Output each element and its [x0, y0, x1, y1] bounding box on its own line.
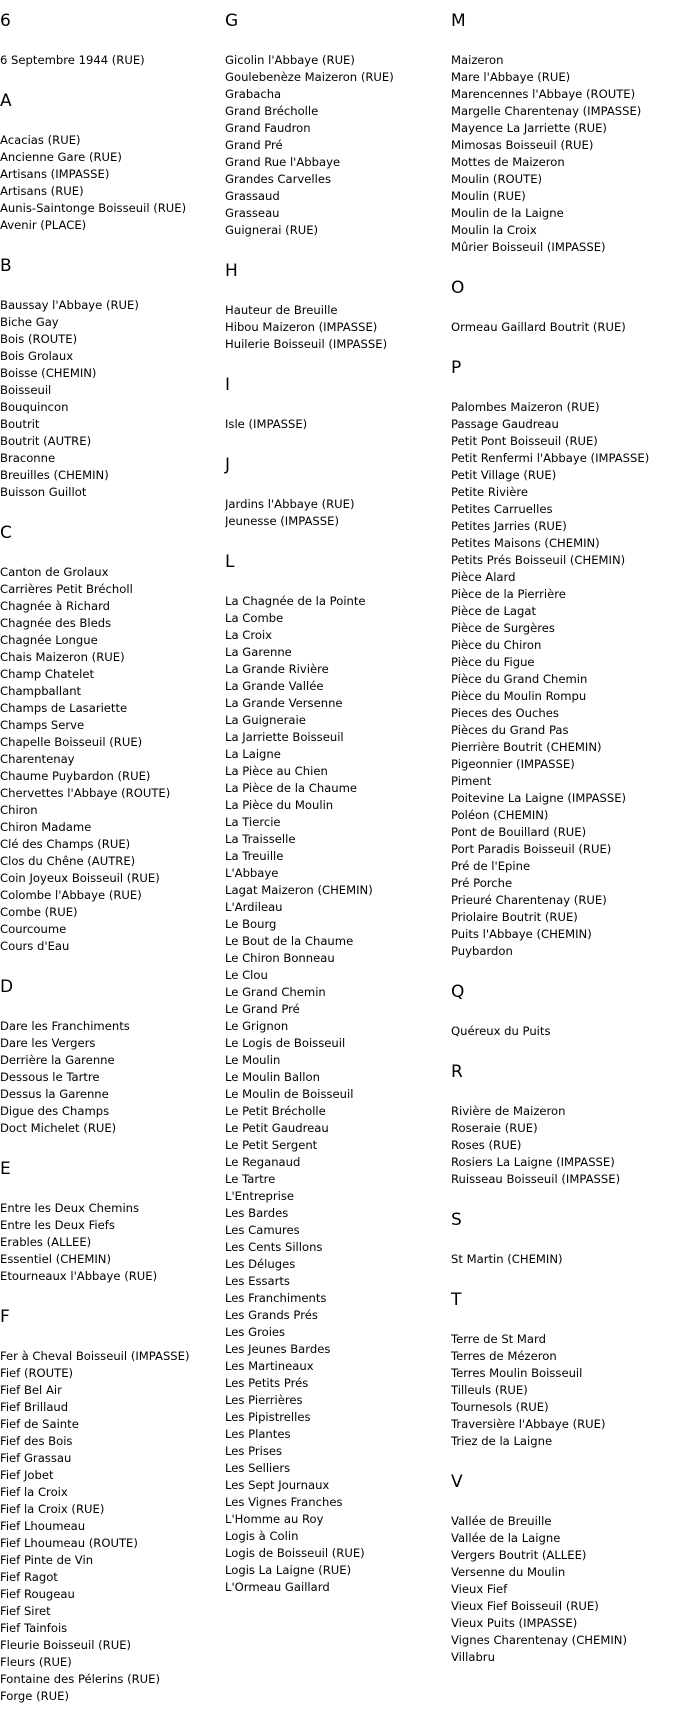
section-letter-heading: Q — [451, 982, 465, 1002]
street-list — [0, 297, 222, 501]
street-entry: Pigeonnier (IMPASSE) — [451, 757, 575, 771]
street-list — [451, 1513, 675, 1666]
street-entry: L'Homme au Roy — [225, 1512, 324, 1526]
street-entry: Fief Brillaud — [0, 1400, 69, 1414]
street-entry: Ancienne Gare (RUE) — [0, 150, 122, 164]
street-entry: Jeunesse (IMPASSE) — [225, 514, 339, 528]
street-list — [451, 1023, 675, 1040]
street-entry: L'Abbaye — [225, 866, 279, 880]
street-entry: Port Paradis Boisseuil (RUE) — [451, 842, 612, 856]
street-entry: Grand Pré — [225, 138, 283, 152]
street-entry: Bois Grolaux — [0, 349, 74, 363]
street-entry: Tournesols (RUE) — [451, 1400, 549, 1414]
street-entry: Le Grand Chemin — [225, 985, 326, 999]
street-entry: Buisson Guillot — [0, 485, 87, 499]
street-entry: Petites Carruelles — [451, 502, 553, 516]
street-entry: La Traisselle — [225, 832, 296, 846]
street-entry: Artisans (IMPASSE) — [0, 167, 110, 181]
street-entry: Hauteur de Breuille — [225, 303, 338, 317]
street-entry: Pièce du Chiron — [451, 638, 542, 652]
index-section — [451, 1471, 675, 1666]
street-entry: Breuilles (CHEMIN) — [0, 468, 109, 482]
street-entry: Boutrit — [0, 417, 40, 431]
street-entry: Chaume Puybardon (RUE) — [0, 769, 151, 783]
street-entry: Colombe l'Abbaye (RUE) — [0, 888, 142, 902]
street-entry: Pont de Bouillard (RUE) — [451, 825, 587, 839]
street-list — [0, 132, 222, 234]
street-entry: Puits l'Abbaye (CHEMIN) — [451, 927, 592, 941]
street-entry: Ruisseau Boisseuil (IMPASSE) — [451, 1172, 621, 1186]
street-entry: Palombes Maizeron (RUE) — [451, 400, 600, 414]
street-entry: Champs Serve — [0, 718, 85, 732]
section-letter-heading: F — [0, 1307, 10, 1327]
street-entry: Le Grignon — [225, 1019, 289, 1033]
street-entry: Priolaire Boutrit (RUE) — [451, 910, 578, 924]
street-entry: Prieuré Charentenay (RUE) — [451, 893, 607, 907]
section-letter-heading: P — [451, 358, 462, 378]
index-section — [451, 1061, 675, 1188]
street-entry: Essentiel (CHEMIN) — [0, 1252, 111, 1266]
street-entry: Vignes Charentenay (CHEMIN) — [451, 1633, 627, 1647]
street-entry: Bois (ROUTE) — [0, 332, 78, 346]
street-entry: Rosiers La Laigne (IMPASSE) — [451, 1155, 615, 1169]
street-entry: Clé des Champs (RUE) — [0, 837, 131, 851]
street-entry: Chagnée à Richard — [0, 599, 111, 613]
street-entry: La Pièce au Chien — [225, 764, 328, 778]
street-entry: Le Tartre — [225, 1172, 276, 1186]
index-section — [225, 454, 450, 530]
section-letter-heading: C — [0, 523, 12, 543]
street-entry: Erables (ALLEE) — [0, 1235, 92, 1249]
street-entry: La Guigneraie — [225, 713, 306, 727]
street-entry: Le Chiron Bonneau — [225, 951, 335, 965]
street-entry: Champs de Lasariette — [0, 701, 128, 715]
street-entry: Grand Rue l'Abbaye — [225, 155, 341, 169]
street-entry: Dessous le Tartre — [0, 1070, 100, 1084]
street-entry: Charentenay — [0, 752, 75, 766]
street-entry: Logis La Laigne (RUE) — [225, 1563, 352, 1577]
street-entry: Fief Lhoumeau — [0, 1519, 86, 1533]
section-letter-heading: R — [451, 1062, 463, 1082]
street-entry: Braconne — [0, 451, 56, 465]
street-entry: Fief Siret — [0, 1604, 51, 1618]
street-entry: Terre de St Mard — [451, 1332, 546, 1346]
street-entry: La Grande Rivière — [225, 662, 329, 676]
street-entry: Entre les Deux Chemins — [0, 1201, 140, 1215]
street-entry: Fer à Cheval Boisseuil (IMPASSE) — [0, 1349, 190, 1363]
street-entry: Pièce du Moulin Rompu — [451, 689, 587, 703]
street-entry: Petits Prés Boisseuil (CHEMIN) — [451, 553, 626, 567]
street-entry: Biche Gay — [0, 315, 59, 329]
street-entry: La Pièce du Moulin — [225, 798, 334, 812]
street-entry: Acacias (RUE) — [0, 133, 81, 147]
street-entry: Les Pierrières — [225, 1393, 303, 1407]
street-entry: Poléon (CHEMIN) — [451, 808, 549, 822]
street-entry: Petit Renfermi l'Abbaye (IMPASSE) — [451, 451, 650, 465]
street-entry: La Laigne — [225, 747, 281, 761]
street-entry: Doct Michelet (RUE) — [0, 1121, 117, 1135]
street-list — [0, 1348, 222, 1705]
street-entry: Pièce de la Pierrière — [451, 587, 566, 601]
street-entry: Pré Porche — [451, 876, 513, 890]
street-entry: Champ Chatelet — [0, 667, 95, 681]
index-section — [0, 255, 222, 501]
street-entry: Ormeau Gaillard Boutrit (RUE) — [451, 320, 626, 334]
index-column-2 — [225, 10, 450, 1617]
street-entry: Petite Rivière — [451, 485, 528, 499]
street-entry: Fleurie Boisseuil (RUE) — [0, 1638, 132, 1652]
street-entry: Poitevine La Laigne (IMPASSE) — [451, 791, 627, 805]
street-entry: Passage Gaudreau — [451, 417, 559, 431]
street-entry: Les Selliers — [225, 1461, 291, 1475]
street-entry: Grassaud — [225, 189, 280, 203]
street-entry: La Treuille — [225, 849, 284, 863]
street-entry: Pieces des Ouches — [451, 706, 559, 720]
street-entry: Les Sept Journaux — [225, 1478, 330, 1492]
street-entry: Avenir (PLACE) — [0, 218, 87, 232]
street-entry: Dessus la Garenne — [0, 1087, 109, 1101]
street-entry: Roseraie (RUE) — [451, 1121, 538, 1135]
street-entry: Fief Bel Air — [0, 1383, 62, 1397]
street-entry: Traversière l'Abbaye (RUE) — [451, 1417, 606, 1431]
street-entry: Les Grands Prés — [225, 1308, 318, 1322]
section-letter-heading: S — [451, 1210, 462, 1230]
street-entry: Les Groies — [225, 1325, 286, 1339]
street-list — [0, 1018, 222, 1137]
street-entry: Mayence La Jarriette (RUE) — [451, 121, 607, 135]
section-letter-heading: T — [451, 1290, 462, 1310]
index-section — [225, 260, 450, 353]
street-entry: Moulin la Croix — [451, 223, 537, 237]
street-entry: Le Bourg — [225, 917, 277, 931]
street-entry: Les Déluges — [225, 1257, 296, 1271]
section-letter-heading: E — [0, 1159, 11, 1179]
section-letter-heading: G — [225, 11, 239, 31]
street-entry: Chapelle Boisseuil (RUE) — [0, 735, 143, 749]
street-entry: Logis de Boisseuil (RUE) — [225, 1546, 365, 1560]
street-entry: Terres Moulin Boisseuil — [451, 1366, 583, 1380]
street-entry: Le Bout de la Chaume — [225, 934, 354, 948]
index-section — [451, 1289, 675, 1450]
index-section — [0, 10, 222, 69]
street-entry: Grand Brécholle — [225, 104, 319, 118]
street-entry: Fief Tainfois — [0, 1621, 68, 1635]
street-entry: Fief Grassau — [0, 1451, 72, 1465]
street-entry: Petites Jarries (RUE) — [451, 519, 567, 533]
street-entry: Villabru — [451, 1650, 495, 1664]
street-entry: Chagnée Longue — [0, 633, 98, 647]
index-column-1 — [0, 10, 222, 1726]
street-entry: Terres de Mézeron — [451, 1349, 557, 1363]
street-entry: Les Petits Prés — [225, 1376, 309, 1390]
street-entry: Margelle Charentenay (IMPASSE) — [451, 104, 642, 118]
street-entry: Courcoume — [0, 922, 67, 936]
street-entry: Fief Ragot — [0, 1570, 58, 1584]
street-entry: Fief Jobet — [0, 1468, 54, 1482]
street-entry: Chervettes l'Abbaye (ROUTE) — [0, 786, 171, 800]
street-list — [451, 319, 675, 336]
street-entry: Logis à Colin — [225, 1529, 299, 1543]
street-entry: Mottes de Maizeron — [451, 155, 565, 169]
street-entry: Goulebenèze Maizeron (RUE) — [225, 70, 394, 84]
street-entry: Boisseuil — [0, 383, 52, 397]
street-entry: Piment — [451, 774, 492, 788]
section-letter-heading: J — [225, 455, 231, 475]
street-entry: Isle (IMPASSE) — [225, 417, 308, 431]
street-entry: Guignerai (RUE) — [225, 223, 319, 237]
street-entry: La Grande Vallée — [225, 679, 324, 693]
street-entry: Le Reganaud — [225, 1155, 301, 1169]
street-entry: Tilleuls (RUE) — [451, 1383, 528, 1397]
street-entry: Le Logis de Boisseuil — [225, 1036, 346, 1050]
street-entry: Pré de l'Epine — [451, 859, 531, 873]
street-entry: La Tiercie — [225, 815, 281, 829]
street-entry: Le Moulin Ballon — [225, 1070, 320, 1084]
street-entry: Les Bardes — [225, 1206, 289, 1220]
street-entry: Pièces du Grand Pas — [451, 723, 569, 737]
street-entry: Le Petit Sergent — [225, 1138, 318, 1152]
street-entry: Puybardon — [451, 944, 513, 958]
street-entry: La Pièce de la Chaume — [225, 781, 358, 795]
street-entry: Fief des Bois — [0, 1434, 73, 1448]
street-entry: Vieux Puits (IMPASSE) — [451, 1616, 578, 1630]
street-entry: La Garenne — [225, 645, 292, 659]
index-section — [451, 1209, 675, 1268]
street-entry: Champballant — [0, 684, 82, 698]
street-entry: Fief (ROUTE) — [0, 1366, 74, 1380]
street-entry: Marencennes l'Abbaye (ROUTE) — [451, 87, 636, 101]
street-entry: Clos du Chêne (AUTRE) — [0, 854, 136, 868]
street-entry: La Grande Versenne — [225, 696, 343, 710]
street-entry: Le Moulin de Boisseuil — [225, 1087, 354, 1101]
index-section — [0, 522, 222, 955]
street-entry: Grabacha — [225, 87, 282, 101]
street-entry: Chagnée des Bleds — [0, 616, 112, 630]
street-entry: L'Ormeau Gaillard — [225, 1580, 330, 1594]
street-entry: Dare les Vergers — [0, 1036, 96, 1050]
index-section — [225, 551, 450, 1596]
street-entry: Petit Pont Boisseuil (RUE) — [451, 434, 598, 448]
street-entry: Les Franchiments — [225, 1291, 327, 1305]
street-entry: La Chagnée de la Pointe — [225, 594, 366, 608]
street-entry: Les Vignes Franches — [225, 1495, 343, 1509]
index-section — [225, 10, 450, 239]
index-section — [451, 10, 675, 256]
street-entry: La Croix — [225, 628, 273, 642]
street-list — [451, 52, 675, 256]
street-entry: Les Jeunes Bardes — [225, 1342, 331, 1356]
street-entry: Triez de la Laigne — [451, 1434, 553, 1448]
index-section — [451, 277, 675, 336]
street-entry: Roses (RUE) — [451, 1138, 522, 1152]
street-entry: L'Entreprise — [225, 1189, 295, 1203]
street-entry: Fief Rougeau — [0, 1587, 75, 1601]
section-letter-heading: 6 — [0, 11, 11, 31]
street-entry: Quéreux du Puits — [451, 1024, 551, 1038]
street-entry: Les Essarts — [225, 1274, 290, 1288]
index-section — [0, 90, 222, 234]
section-letter-heading: V — [451, 1472, 463, 1492]
street-entry: Chais Maizeron (RUE) — [0, 650, 125, 664]
street-entry: Fief Pinte de Vin — [0, 1553, 94, 1567]
street-entry: Pièce du Figue — [451, 655, 535, 669]
street-entry: Jardins l'Abbaye (RUE) — [225, 497, 355, 511]
street-entry: Fief la Croix (RUE) — [0, 1502, 105, 1516]
street-entry: Mûrier Boisseuil (IMPASSE) — [451, 240, 606, 254]
street-entry: 6 Septembre 1944 (RUE) — [0, 53, 145, 67]
street-entry: Versenne du Moulin — [451, 1565, 566, 1579]
street-entry: Canton de Grolaux — [0, 565, 109, 579]
street-entry: Huilerie Boisseuil (IMPASSE) — [225, 337, 388, 351]
street-entry: Fontaine des Pélerins (RUE) — [0, 1672, 160, 1686]
street-entry: Forge (RUE) — [0, 1689, 70, 1703]
street-entry: Vergers Boutrit (ALLEE) — [451, 1548, 587, 1562]
section-letter-heading: A — [0, 91, 12, 111]
street-entry: Fief de Sainte — [0, 1417, 79, 1431]
street-entry: Les Cents Sillons — [225, 1240, 323, 1254]
street-entry: Grand Faudron — [225, 121, 311, 135]
street-entry: Artisans (RUE) — [0, 184, 84, 198]
section-letter-heading: L — [225, 552, 235, 572]
index-section — [0, 1306, 222, 1705]
street-entry: Le Moulin — [225, 1053, 281, 1067]
street-entry: Mimosas Boisseuil (RUE) — [451, 138, 594, 152]
street-entry: Petit Village (RUE) — [451, 468, 557, 482]
street-list — [0, 52, 222, 69]
street-entry: Lagat Maizeron (CHEMIN) — [225, 883, 373, 897]
index-column-3 — [451, 10, 675, 1687]
street-entry: Vieux Fief — [451, 1582, 508, 1596]
street-entry: La Combe — [225, 611, 284, 625]
street-entry: Moulin de la Laigne — [451, 206, 564, 220]
street-entry: Le Grand Pré — [225, 1002, 300, 1016]
street-list — [451, 1251, 675, 1268]
street-entry: Digue des Champs — [0, 1104, 110, 1118]
street-entry: Hibou Maizeron (IMPASSE) — [225, 320, 378, 334]
index-section — [451, 357, 675, 960]
street-list — [225, 496, 450, 530]
index-section — [451, 981, 675, 1040]
street-entry: Petites Maisons (CHEMIN) — [451, 536, 600, 550]
street-entry: L'Ardileau — [225, 900, 283, 914]
street-entry: Vieux Fief Boisseuil (RUE) — [451, 1599, 599, 1613]
street-entry: Fleurs (RUE) — [0, 1655, 72, 1669]
street-entry: Bouquincon — [0, 400, 69, 414]
street-entry: Aunis-Saintonge Boisseuil (RUE) — [0, 201, 187, 215]
street-list — [225, 302, 450, 353]
street-entry: Les Camures — [225, 1223, 300, 1237]
street-entry: Les Prises — [225, 1444, 283, 1458]
street-entry: Gicolin l'Abbaye (RUE) — [225, 53, 355, 67]
street-entry: Vallée de Breuille — [451, 1514, 552, 1528]
street-entry: Les Martineaux — [225, 1359, 314, 1373]
street-entry: Moulin (RUE) — [451, 189, 526, 203]
street-entry: La Jarriette Boisseuil — [225, 730, 344, 744]
street-list — [0, 564, 222, 955]
street-entry: Pièce du Grand Chemin — [451, 672, 588, 686]
street-entry: Carrières Petit Brécholl — [0, 582, 133, 596]
street-entry: Chiron — [0, 803, 38, 817]
street-entry: Pièce de Lagat — [451, 604, 537, 618]
street-list — [225, 593, 450, 1596]
street-entry: Boutrit (AUTRE) — [0, 434, 92, 448]
section-letter-heading: H — [225, 261, 238, 281]
section-letter-heading: D — [0, 977, 14, 997]
street-entry: Maizeron — [451, 53, 504, 67]
street-entry: Pierrière Boutrit (CHEMIN) — [451, 740, 602, 754]
street-entry: Dare les Franchiments — [0, 1019, 130, 1033]
street-entry: Cours d'Eau — [0, 939, 70, 953]
street-entry: Derrière la Garenne — [0, 1053, 115, 1067]
street-entry: St Martin (CHEMIN) — [451, 1252, 563, 1266]
index-section — [225, 374, 450, 433]
street-entry: Fief la Croix — [0, 1485, 68, 1499]
street-entry: Combe (RUE) — [0, 905, 78, 919]
street-entry: Boisse (CHEMIN) — [0, 366, 97, 380]
street-entry: Rivière de Maizeron — [451, 1104, 566, 1118]
street-entry: Baussay l'Abbaye (RUE) — [0, 298, 139, 312]
section-letter-heading: M — [451, 11, 466, 31]
street-entry: Moulin (ROUTE) — [451, 172, 543, 186]
street-entry: Le Petit Brécholle — [225, 1104, 326, 1118]
street-entry: Grasseau — [225, 206, 280, 220]
street-list — [225, 52, 450, 239]
street-list — [225, 416, 450, 433]
street-entry: Etourneaux l'Abbaye (RUE) — [0, 1269, 158, 1283]
section-letter-heading: O — [451, 278, 465, 298]
street-list — [0, 1200, 222, 1285]
index-section — [0, 1158, 222, 1285]
street-entry: Le Petit Gaudreau — [225, 1121, 329, 1135]
street-entry: Chiron Madame — [0, 820, 92, 834]
street-entry: Les Plantes — [225, 1427, 291, 1441]
street-entry: Pièce Alard — [451, 570, 516, 584]
street-entry: Grandes Carvelles — [225, 172, 331, 186]
section-letter-heading: B — [0, 256, 12, 276]
street-entry: Mare l'Abbaye (RUE) — [451, 70, 571, 84]
street-list — [451, 399, 675, 960]
street-entry: Pièce de Surgères — [451, 621, 555, 635]
street-entry: Vallée de la Laigne — [451, 1531, 561, 1545]
street-entry: Le Clou — [225, 968, 268, 982]
street-entry: Coin Joyeux Boisseuil (RUE) — [0, 871, 160, 885]
section-letter-heading: I — [225, 375, 231, 395]
street-list — [451, 1103, 675, 1188]
street-entry: Entre les Deux Fiefs — [0, 1218, 115, 1232]
street-entry: Les Pipistrelles — [225, 1410, 311, 1424]
street-list — [451, 1331, 675, 1450]
street-entry: Fief Lhoumeau (ROUTE) — [0, 1536, 138, 1550]
index-section — [0, 976, 222, 1137]
